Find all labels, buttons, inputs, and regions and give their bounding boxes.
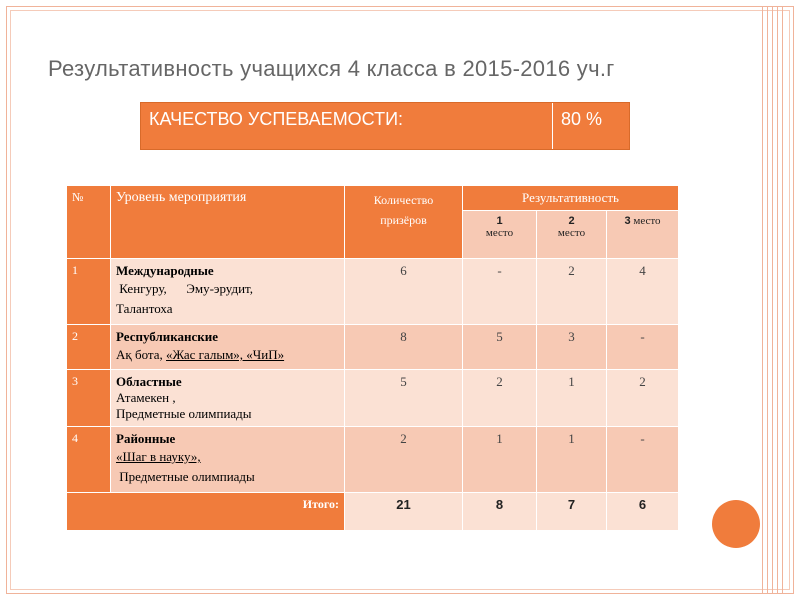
quality-value: 80 % <box>553 103 629 149</box>
row-place-1: 2 <box>463 370 537 427</box>
decorative-circle <box>712 500 760 548</box>
row-level <box>111 259 345 325</box>
row-place-2: 3 <box>537 325 607 370</box>
row-place-3: - <box>607 427 679 493</box>
row-place-1: 1 <box>463 427 537 493</box>
row-count: 6 <box>345 259 463 325</box>
header-place-1 <box>463 211 537 259</box>
quality-label: КАЧЕСТВО УСПЕВАЕМОСТИ: <box>141 103 553 149</box>
row-number: 1 <box>67 259 111 325</box>
table-total-row <box>67 493 679 531</box>
table-row <box>67 325 679 370</box>
row-place-3: 4 <box>607 259 679 325</box>
table-row <box>67 370 679 427</box>
header-place-1-word: место <box>485 227 514 239</box>
row-number: 4 <box>67 427 111 493</box>
header-count-line2: призёров <box>380 213 427 227</box>
header-place-3-num: 3 <box>624 215 631 227</box>
row-count: 5 <box>345 370 463 427</box>
total-place-1: 8 <box>463 493 537 531</box>
row-level-line: Кенгуру, Эму-эрудит, <box>116 281 254 296</box>
row-level-title: Международные <box>116 263 214 278</box>
header-place-2-word: место <box>557 227 586 239</box>
header-number: № <box>67 186 111 259</box>
row-level-line-b: «Жас галым», «ЧиП» <box>166 347 285 362</box>
header-place-3-word: место <box>630 215 661 227</box>
row-place-3: 2 <box>607 370 679 427</box>
header-place-2-num: 2 <box>568 215 575 227</box>
row-place-2: 1 <box>537 427 607 493</box>
total-place-3: 6 <box>607 493 679 531</box>
row-number: 2 <box>67 325 111 370</box>
row-place-3: - <box>607 325 679 370</box>
quality-banner <box>140 102 630 150</box>
row-level <box>111 427 345 493</box>
row-count: 8 <box>345 325 463 370</box>
row-level <box>111 370 345 427</box>
row-level-line: «Шаг в науку», <box>116 449 201 464</box>
results-table <box>66 185 679 531</box>
row-count: 2 <box>345 427 463 493</box>
row-place-2: 2 <box>537 259 607 325</box>
total-label: Итого: <box>67 493 345 531</box>
row-level <box>111 325 345 370</box>
row-level-title: Районные <box>116 431 176 446</box>
header-place-1-num: 1 <box>496 215 503 227</box>
row-level-line: Предметные олимпиады <box>116 469 255 484</box>
total-place-2: 7 <box>537 493 607 531</box>
row-level-title: Республиканские <box>116 329 219 344</box>
row-place-1: 5 <box>463 325 537 370</box>
row-number: 3 <box>67 370 111 427</box>
total-count: 21 <box>345 493 463 531</box>
row-level-title: Областные <box>116 374 182 389</box>
page-title: Результативность учащихся 4 класса в 2015-2016 уч.г <box>48 56 615 81</box>
header-level-text: Уровень мероприятия <box>116 190 247 205</box>
row-level-line <box>116 345 339 365</box>
header-count <box>345 186 463 259</box>
decorative-rail <box>762 6 786 594</box>
row-place-2: 1 <box>537 370 607 427</box>
table-row <box>67 427 679 493</box>
header-count-line1: Количество <box>373 193 434 207</box>
row-level-line: Талантоха <box>116 301 173 316</box>
header-place-2 <box>537 211 607 259</box>
header-place-3 <box>607 211 679 259</box>
header-level <box>111 186 345 259</box>
table-row <box>67 259 679 325</box>
row-place-1: - <box>463 259 537 325</box>
row-level-line: Предметные олимпиады <box>116 406 252 421</box>
header-results: Результативность <box>463 186 679 211</box>
row-level-line-a: Ақ бота, <box>116 347 167 362</box>
row-level-line: Атамекен , <box>116 390 176 405</box>
